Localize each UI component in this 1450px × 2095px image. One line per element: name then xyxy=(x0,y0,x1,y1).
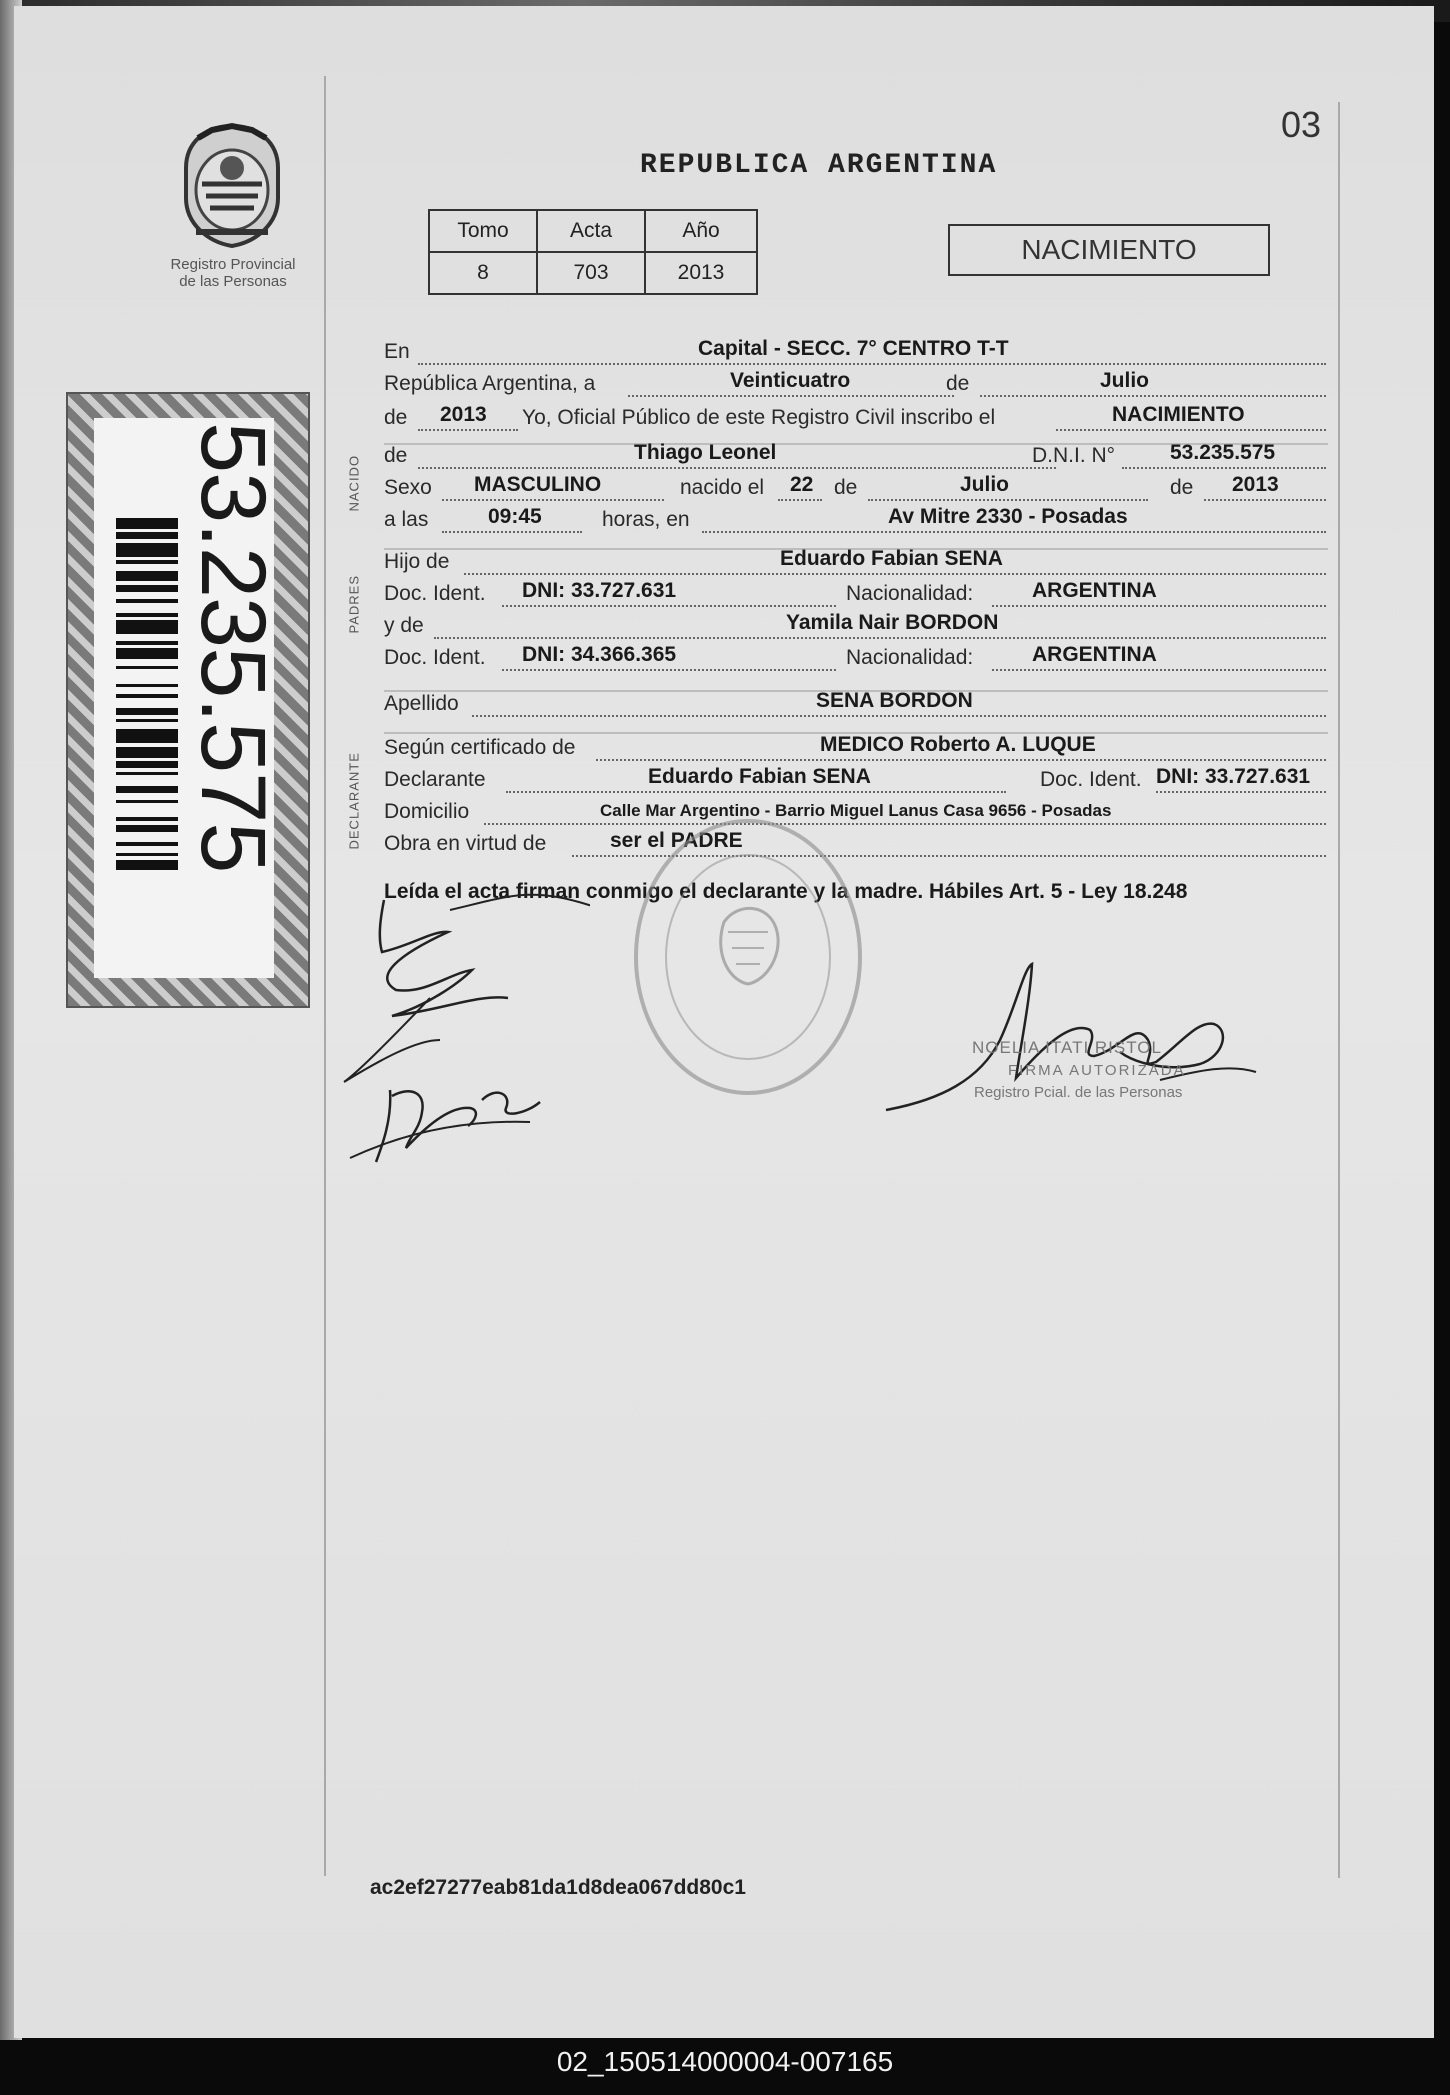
label-dni: D.N.I. N° xyxy=(1032,444,1116,467)
barcode-bar xyxy=(116,592,178,599)
id-sticker xyxy=(66,392,310,1008)
logo-caption xyxy=(148,256,318,290)
label-declarante: Declarante xyxy=(384,768,486,791)
value-declarant-doc: DNI: 33.727.631 xyxy=(1156,765,1311,788)
section-label-padres: PADRES xyxy=(346,575,362,634)
label-de: de xyxy=(834,476,858,499)
barcode-bar xyxy=(116,860,178,871)
value-birth-month: Julio xyxy=(960,473,1010,496)
fill-line xyxy=(992,669,1326,671)
value-mother-nationality: ARGENTINA xyxy=(1032,643,1157,666)
id-number: 53.235.575 xyxy=(182,422,284,873)
value-address: Calle Mar Argentino - Barrio Miguel Lanus Casa 9656 - Posadas xyxy=(600,801,1112,820)
page-left-rule xyxy=(324,76,326,1876)
value-day-words: Veinticuatro xyxy=(730,369,851,392)
row-child-name xyxy=(384,442,1326,472)
stamp-icon xyxy=(628,812,868,1102)
fill-line xyxy=(1204,499,1326,501)
barcode-bar xyxy=(116,698,178,709)
value-capacity: ser el PADRE xyxy=(610,829,743,852)
barcode-bar xyxy=(116,603,178,614)
barcode-bar xyxy=(116,708,178,715)
label-de: de xyxy=(946,372,970,395)
fill-line xyxy=(596,759,1326,761)
section-label-declarante: DECLARANTE xyxy=(346,752,362,850)
value-surname: SENA BORDON xyxy=(816,689,973,712)
id-sticker-panel xyxy=(94,418,284,978)
barcode-bar xyxy=(116,634,178,641)
barcode-bar xyxy=(116,543,178,557)
barcode-bar xyxy=(116,793,178,800)
label-apellido: Apellido xyxy=(384,692,459,715)
signature-icon xyxy=(330,890,590,1170)
fill-line xyxy=(868,499,1148,501)
label-de: de xyxy=(1170,476,1194,499)
value-birth-day: 22 xyxy=(790,473,814,496)
value-father-doc: DNI: 33.727.631 xyxy=(522,579,677,602)
fill-line xyxy=(1156,791,1326,793)
fill-line xyxy=(418,467,1056,469)
fill-line xyxy=(502,605,836,607)
value-year: 2013 xyxy=(440,403,487,426)
label-oficial: Yo, Oficial Público de este Registro Civil inscribo el xyxy=(522,406,996,429)
fill-line xyxy=(472,715,1326,717)
register-value-anio: 2013 xyxy=(645,252,757,294)
fill-line xyxy=(442,531,582,533)
row-father xyxy=(384,548,1326,578)
fill-line xyxy=(1056,429,1326,431)
fill-line xyxy=(506,791,1006,793)
logo-caption-line1: Registro Provincial xyxy=(170,256,296,273)
label-en: En xyxy=(384,340,410,363)
value-declarant: Eduardo Fabian SENA xyxy=(648,765,871,788)
register-header-tomo: Tomo xyxy=(429,210,537,252)
logo-caption-line2: de las Personas xyxy=(179,273,287,290)
barcode-bar xyxy=(116,532,178,539)
label-republica: República Argentina, a xyxy=(384,372,596,395)
barcode-bar xyxy=(116,846,178,853)
label-hijo-de: Hijo de xyxy=(384,550,450,573)
fill-line xyxy=(702,531,1326,533)
label-nacionalidad: Nacionalidad: xyxy=(846,646,974,669)
provincial-crest-logo xyxy=(172,120,292,250)
fill-line xyxy=(628,395,954,397)
barcode-bar xyxy=(116,803,178,817)
page-right-rule xyxy=(1338,102,1340,1878)
value-child-name: Thiago Leonel xyxy=(634,441,777,464)
fill-line xyxy=(992,605,1326,607)
official-name: NOELIA ITATI RISTOL xyxy=(972,1038,1162,1057)
fill-line xyxy=(418,363,1326,365)
label-obra: Obra en virtud de xyxy=(384,832,547,855)
official-department: Registro Pcial. de las Personas xyxy=(974,1084,1183,1101)
label-sexo: Sexo xyxy=(384,476,432,499)
barcode-bar xyxy=(116,747,178,758)
fill-line xyxy=(778,499,822,501)
barcode-bar xyxy=(116,687,178,694)
barcode-bar xyxy=(116,761,178,768)
register-header-acta: Acta xyxy=(537,210,645,252)
fill-line xyxy=(434,637,1326,639)
fill-line xyxy=(484,823,1326,825)
row-place xyxy=(384,338,1326,368)
value-father-nationality: ARGENTINA xyxy=(1032,579,1157,602)
scan-file-id: 02_150514000004-007165 xyxy=(556,2046,894,2077)
label-nacido-el: nacido el xyxy=(680,476,765,499)
row-surname xyxy=(384,690,1326,720)
value-mother-doc: DNI: 34.366.365 xyxy=(522,643,677,666)
barcode-bar xyxy=(116,585,178,592)
label-certificado: Según certificado de xyxy=(384,736,576,759)
value-mother-name: Yamila Nair BORDON xyxy=(786,611,999,634)
row-father-doc xyxy=(384,580,1326,610)
barcode-bar xyxy=(116,571,178,582)
label-doc-ident: Doc. Ident. xyxy=(384,646,486,669)
row-mother xyxy=(384,612,1326,642)
crest-icon xyxy=(172,120,292,250)
label-doc-ident: Doc. Ident. xyxy=(384,582,486,605)
fill-line xyxy=(418,429,518,431)
register-value-acta: 703 xyxy=(537,252,645,294)
value-sex: MASCULINO xyxy=(474,473,602,496)
section-label-nacido: NACIDO xyxy=(346,454,362,512)
label-declarante-doc: Doc. Ident. xyxy=(1040,768,1142,791)
row-sex-birthdate xyxy=(384,474,1326,504)
barcode-bar xyxy=(116,786,178,793)
barcode-bar xyxy=(116,825,178,832)
label-domicilio: Domicilio xyxy=(384,800,470,823)
registry-stamp xyxy=(628,812,868,1102)
barcode-icon xyxy=(116,518,178,878)
page-number: 03 xyxy=(1281,104,1322,145)
register-reference-table xyxy=(428,209,758,295)
barcode-bar xyxy=(116,870,178,877)
value-place: Capital - SECC. 7° CENTRO T-T xyxy=(698,337,1009,360)
value-certificate: MEDICO Roberto A. LUQUE xyxy=(820,733,1096,756)
row-date xyxy=(384,370,1326,400)
barcode-bar xyxy=(116,620,178,634)
value-birth-year: 2013 xyxy=(1232,473,1279,496)
label-horas-en: horas, en xyxy=(602,508,690,531)
row-registration xyxy=(384,404,1326,434)
barcode-bar xyxy=(116,832,178,843)
label-a-las: a las xyxy=(384,508,429,531)
label-de: de xyxy=(384,406,408,429)
fill-line xyxy=(442,499,664,501)
barcode-bar xyxy=(116,775,178,786)
row-declarant xyxy=(384,766,1326,796)
legal-statement: Leída el acta firman conmigo el declarante y la madre. Hábiles Art. 5 - Ley 18.248 xyxy=(384,880,1188,903)
register-header-anio: Año xyxy=(645,210,757,252)
label-y-de: y de xyxy=(384,614,424,637)
label-de: de xyxy=(384,444,408,467)
official-role: FIRMA AUTORIZADA xyxy=(1008,1062,1186,1079)
register-value-tomo: 8 xyxy=(429,252,537,294)
value-child-dni: 53.235.575 xyxy=(1170,441,1276,464)
record-type-box: NACIMIENTO xyxy=(948,224,1270,276)
barcode-bar xyxy=(116,659,178,666)
value-birth-place: Av Mitre 2330 - Posadas xyxy=(888,505,1128,528)
document-hash: ac2ef27277eab81da1d8dea067dd80c1 xyxy=(370,1876,746,1899)
parents-signatures xyxy=(330,890,590,1170)
fill-line xyxy=(1122,467,1326,469)
fill-line xyxy=(980,395,1326,397)
value-birth-time: 09:45 xyxy=(488,505,542,528)
barcode-bar xyxy=(116,722,178,729)
barcode-bar xyxy=(116,648,178,659)
label-nacionalidad: Nacionalidad: xyxy=(846,582,974,605)
row-time-place xyxy=(384,506,1326,536)
barcode-bar xyxy=(116,518,178,529)
fill-line xyxy=(502,669,836,671)
fill-line xyxy=(464,573,1326,575)
barcode-bar xyxy=(116,729,178,743)
barcode-bar xyxy=(116,669,178,683)
document-title: REPUBLICA ARGENTINA xyxy=(640,150,998,181)
value-month: Julio xyxy=(1100,369,1150,392)
barcode-bar xyxy=(116,564,178,571)
row-certificate xyxy=(384,734,1326,764)
value-act: NACIMIENTO xyxy=(1112,403,1245,426)
row-mother-doc xyxy=(384,644,1326,674)
value-father-name: Eduardo Fabian SENA xyxy=(780,547,1003,570)
